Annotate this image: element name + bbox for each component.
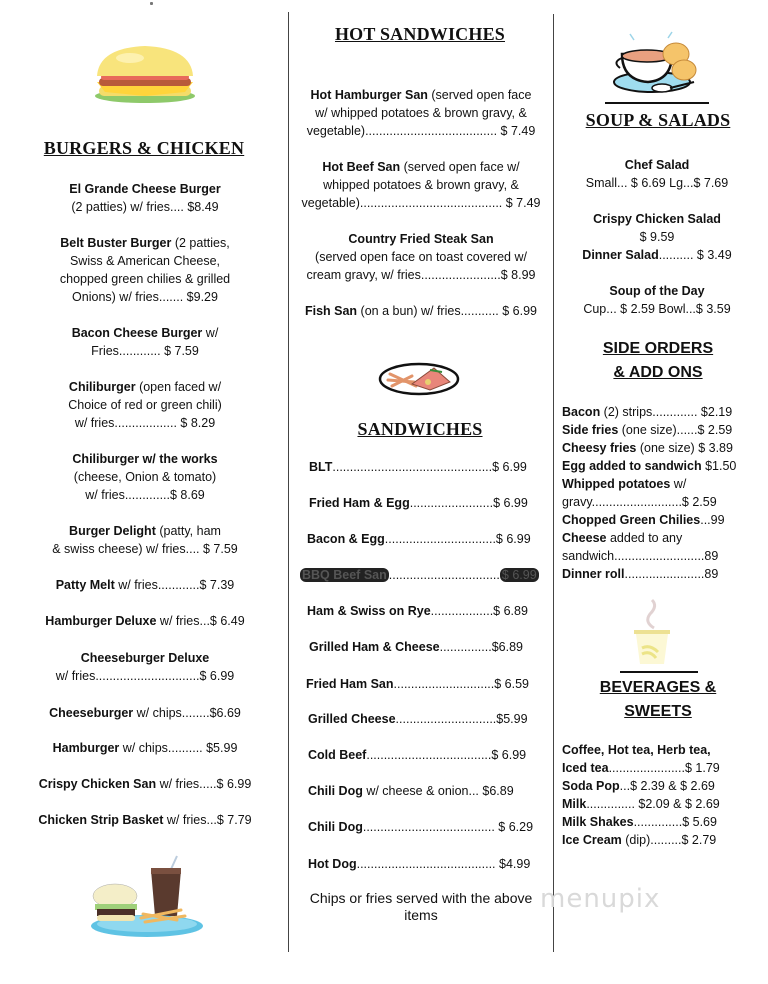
- menu-item: Ice Cream (dip).........$ 2.79: [562, 833, 717, 847]
- menu-item: Fish San (on a bun) w/ fries........... $ 6.99: [304, 304, 538, 318]
- menu-item: Bacon Cheese Burger w/ Fries............ $ 7.59: [71, 326, 219, 358]
- menu-item: Fried Ham & Egg........................$ 6.99: [309, 496, 528, 510]
- menu-item: Bacon (2) strips............. $2.19: [562, 405, 733, 419]
- sandwich-plate-icon: [378, 360, 460, 396]
- section-title-beverages: BEVERAGES & SWEETS: [599, 679, 717, 720]
- decorative-rule: [620, 671, 698, 673]
- burger-icon: [85, 40, 205, 108]
- column-divider-left: [288, 12, 289, 952]
- menu-item: Milk Shakes..............$ 5.69: [562, 815, 717, 829]
- menu-item: Soda Pop...$ 2.39 & $ 2.69: [562, 779, 715, 793]
- menu-item: Hamburger w/ chips.......... $5.99: [52, 741, 238, 755]
- menu-item: Hot Hamburger San (served open face w/ whipped potatoes & brown gravy, & vegetable)...................................... $ 7.49: [306, 88, 536, 138]
- decorative-rule: [605, 102, 709, 104]
- menu-item: Fried Ham San.............................$ 6.59: [306, 677, 529, 691]
- menu-item: Milk.............. $2.09 & $ 2.69: [562, 797, 720, 811]
- menu-item: Cheeseburger w/ chips........$6.69: [49, 706, 241, 720]
- section-title-side-orders: SIDE ORDERS & ADD ONS: [602, 340, 714, 381]
- menu-item: El Grande Cheese Burger (2 patties) w/ fries.... $8.49: [69, 182, 221, 214]
- menu-list-beverages: [562, 741, 762, 849]
- menu-item: Soup of the Day Cup... $ 2.59 Bowl...$ 3.59: [583, 284, 731, 316]
- menu-item: Ham & Swiss on Rye..................$ 6.89: [307, 604, 528, 618]
- menu-item-continued: sandwich..........................89: [562, 549, 719, 563]
- menu-item: Crispy Chicken Salad $ 9.59: [593, 212, 721, 244]
- menu-item: Chicken Strip Basket w/ fries...$ 7.79: [38, 813, 252, 827]
- menu-item: Country Fried Steak San (served open face on toast covered w/ cream gravy, w/ fries.......................$ 8.99: [306, 232, 536, 282]
- menu-item: Cheese added to any: [562, 531, 683, 545]
- meal-plate-icon: [85, 848, 215, 940]
- menu-list-side-orders: [562, 403, 762, 583]
- menu-item: Grilled Ham & Cheese...............$6.89: [309, 640, 523, 654]
- menu-item: Bacon & Egg................................$ 6.99: [307, 532, 531, 546]
- menu-item: Crispy Chicken San w/ fries.....$ 6.99: [38, 777, 252, 791]
- scan-speck: [150, 2, 153, 5]
- coffee-cup-icon: [628, 598, 678, 670]
- menu-item: Cheesy fries (one size) $ 3.89: [562, 441, 733, 455]
- menu-item: Patty Melt w/ fries............$ 7.39: [55, 578, 235, 592]
- menu-item: Hot Dog........................................ $4.99: [308, 857, 531, 871]
- menu-item: Iced tea......................$ 1.79: [562, 761, 720, 775]
- watermark: menupix: [540, 884, 661, 914]
- soup-bowl-icon: [608, 28, 708, 98]
- menu-item: Egg added to sandwich $1.50: [562, 459, 737, 473]
- menu-item: Coffee, Hot tea, Herb tea,: [562, 743, 711, 757]
- column-divider-right: [553, 14, 554, 952]
- menu-item: Whipped potatoes w/: [562, 477, 687, 491]
- section-title-burgers: BURGERS & CHICKEN: [43, 138, 245, 158]
- menu-item: Cold Beef....................................$ 6.99: [308, 748, 527, 762]
- menu-item: Chili Dog w/ cheese & onion... $6.89: [308, 784, 514, 798]
- menu-item: Side fries (one size)......$ 2.59: [562, 423, 733, 437]
- section-title-sandwiches: SANDWICHES: [357, 419, 483, 439]
- menu-item: BLT..............................................$ 6.99: [309, 460, 527, 474]
- menu-item: Chopped Green Chilies...99: [562, 513, 725, 527]
- menu-item: Hamburger Deluxe w/ fries...$ 6.49: [45, 614, 245, 628]
- menu-item: Cheeseburger Deluxe w/ fries..............................$ 6.99: [55, 651, 235, 683]
- menu-item-continued: gravy..........................$ 2.59: [562, 495, 717, 509]
- menu-item: Grilled Cheese.............................$5.99: [308, 712, 528, 726]
- menu-item: Chef Salad Small... $ 6.69 Lg...$ 7.69: [585, 158, 729, 190]
- menu-item: Dinner Salad.......... $ 3.49: [582, 248, 732, 262]
- menu-item: Hot Beef San (served open face w/ whipped potatoes & brown gravy, & vegetable)......................................... $ 7.49: [301, 160, 541, 210]
- menu-item: Chiliburger w/ the works (cheese, Onion & tomato) w/ fries.............$ 8.69: [72, 452, 218, 502]
- section-title-soup-salads: SOUP & SALADS: [585, 110, 731, 130]
- menu-item-crossed-out: BBQ Beef San ................................ $ 6.99: [302, 568, 537, 582]
- menu-item: Chili Dog...................................... $ 6.29: [308, 820, 534, 834]
- menu-item: Chiliburger (open faced w/ Choice of red or green chili) w/ fries.................. $ 8.29: [68, 380, 222, 430]
- menu-item: Belt Buster Burger (2 patties, Swiss & American Cheese, chopped green chilies & grilled Onions) w/ fries....... $9.29: [59, 236, 231, 304]
- menu-item: Burger Delight (patty, ham & swiss cheese) w/ fries.... $ 7.59: [52, 524, 238, 556]
- sandwich-note: Chips or fries served with the above items: [309, 890, 533, 923]
- menu-item: Dinner roll.......................89: [562, 567, 719, 581]
- section-title-hot-sandwiches: HOT SANDWICHES: [334, 24, 505, 44]
